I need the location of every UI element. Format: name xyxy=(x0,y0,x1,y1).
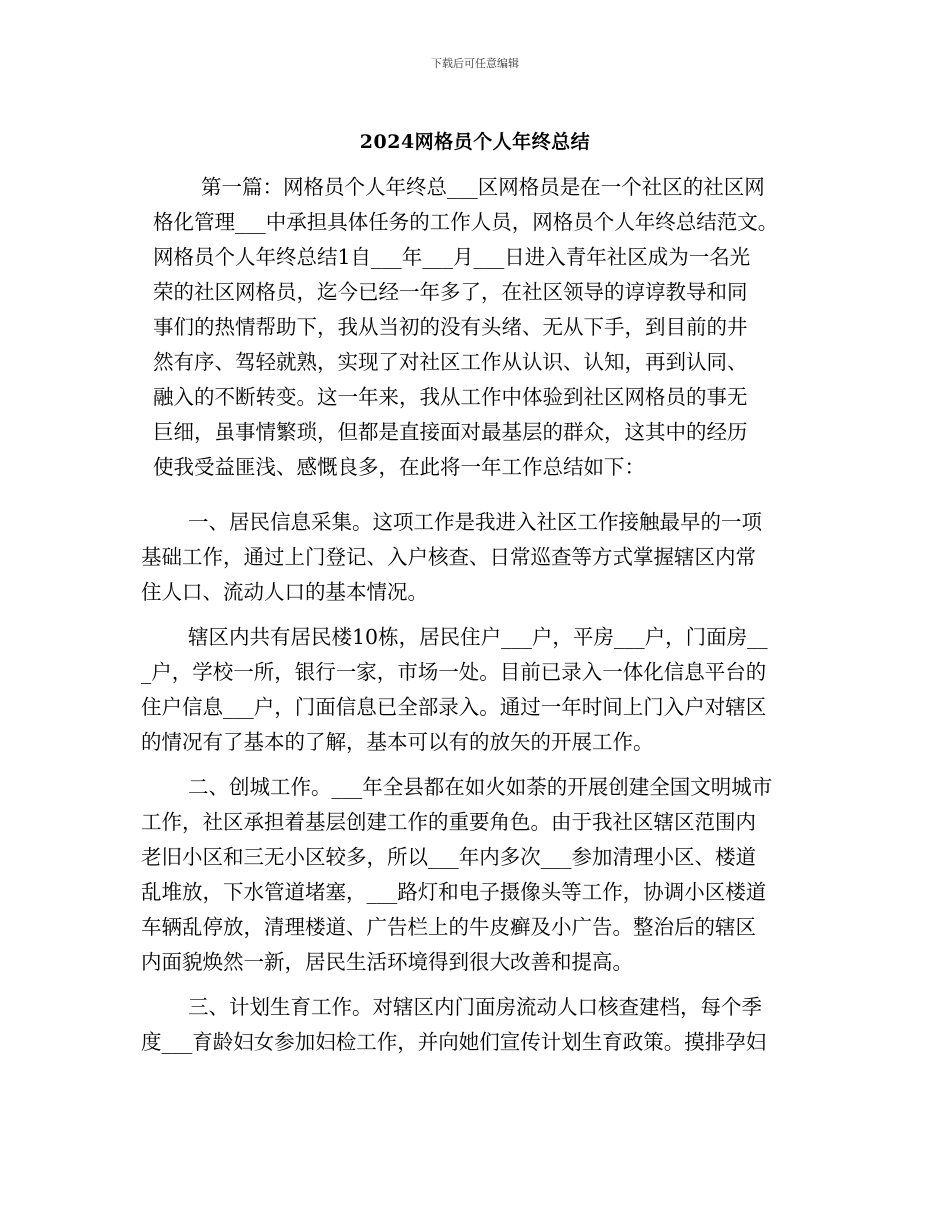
text-line: 使我受益匪浅、感慨良多，在此将一年工作总结如下： xyxy=(153,455,645,479)
header-note: 下载后可任意编辑 xyxy=(431,57,519,70)
text-line: 二、创城工作。___年全县都在如火如荼的开展创建全国文明城市 xyxy=(188,775,773,799)
text-line: 融入的不断转变。这一年来，我从工作中体验到社区网格员的事无 xyxy=(153,385,748,409)
text-line: 网格员个人年终总结1自___年___月___日进入青年社区成为一名光 xyxy=(153,245,751,269)
text-line: 度___育龄妇女参加妇检工作，并向她们宣传计划生育政策。摸排孕妇 xyxy=(141,1030,767,1054)
text-line: 巨细，虽事情繁琐，但都是直接面对最基层的群众，这其中的经历 xyxy=(153,420,748,444)
text-line: 车辆乱停放，清理楼道、广告栏上的牛皮癣及小广告。整治后的辖区 xyxy=(141,915,756,939)
document-title: 2024网格员个人年终总结 xyxy=(359,131,591,153)
text-line: 然有序、驾轻就熟，实现了对社区工作从认识、认知，再到认同、 xyxy=(153,350,748,374)
text-line: 住人口、流动人口的基本情况。 xyxy=(141,580,428,604)
text-line: _户，学校一所，银行一家，市场一处。目前已录入一体化信息平台的 xyxy=(141,660,767,684)
text-line: 基础工作，通过上门登记、入户核查、日常巡查等方式掌握辖区内常 xyxy=(141,545,756,569)
text-line: 三、计划生育工作。对辖区内门面房流动人口核查建档，每个季 xyxy=(188,995,762,1019)
text-line: 工作，社区承担着基层创建工作的重要角色。由于我社区辖区范围内 xyxy=(141,810,756,834)
text-line: 老旧小区和三无小区较多，所以___年内多次___参加清理小区、楼道 xyxy=(141,845,756,869)
text-line: 的情况有了基本的了解，基本可以有的放矢的开展工作。 xyxy=(141,730,654,754)
text-line: 格化管理___中承担具体任务的工作人员，网格员个人年终总结范文。 xyxy=(153,210,779,234)
text-line: 住户信息___户，门面信息已全部录入。通过一年时间上门入户对辖区 xyxy=(141,695,767,719)
text-line: 第一篇：网格员个人年终总___区网格员是在一个社区的社区网 xyxy=(201,175,765,199)
text-line: 内面貌焕然一新，居民生活环境得到很大改善和提高。 xyxy=(141,950,633,974)
text-line: 辖区内共有居民楼10栋，居民住户___户，平房___户，门面房__ xyxy=(188,625,768,649)
text-line: 荣的社区网格员，迄今已经一年多了，在社区领导的谆谆教导和同 xyxy=(153,280,748,304)
text-line: 乱堆放，下水管道堵塞，___路灯和电子摄像头等工作，协调小区楼道 xyxy=(141,880,767,904)
text-line: 事们的热情帮助下，我从当初的没有头绪、无从下手，到目前的井 xyxy=(153,315,748,339)
text-line: 一、居民信息采集。这项工作是我进入社区工作接触最早的一项 xyxy=(188,510,762,534)
